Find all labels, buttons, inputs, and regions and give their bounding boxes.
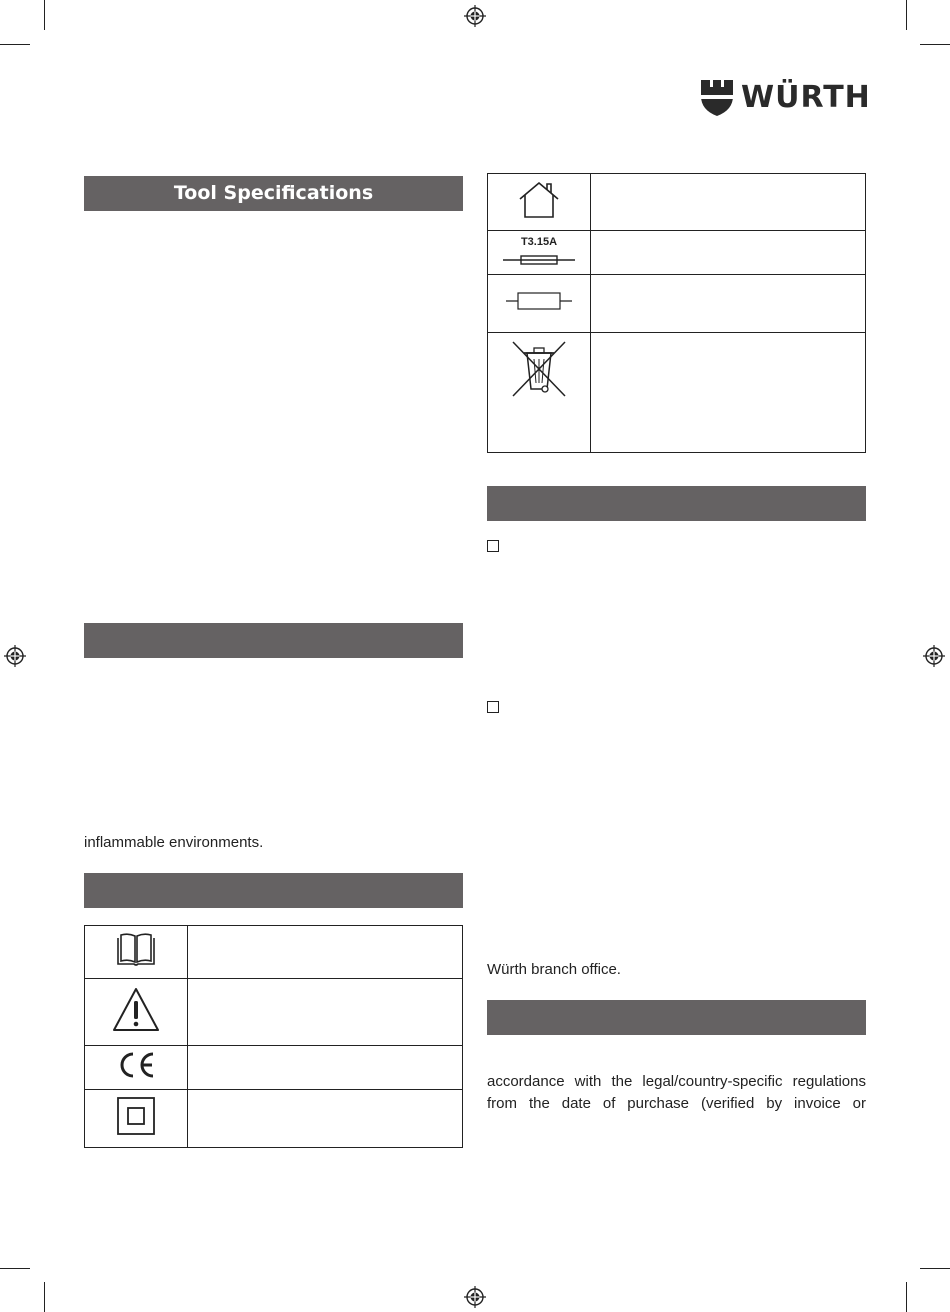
brand-name: WÜRTH (741, 80, 871, 115)
symbol-cell (85, 1046, 188, 1090)
table-row (85, 1090, 463, 1148)
bullet-square-icon (487, 540, 499, 552)
symbol-cell (488, 174, 591, 231)
symbol-description (591, 231, 866, 275)
section-header (84, 623, 463, 658)
symbol-description (188, 979, 463, 1046)
warning-triangle-icon (111, 986, 161, 1034)
crop-mark (0, 44, 30, 45)
brand-logo (701, 80, 871, 116)
registration-mark-icon (464, 5, 486, 27)
crossed-bin-icon (510, 339, 568, 399)
registration-mark-icon (464, 1286, 486, 1308)
symbol-cell (85, 1090, 188, 1148)
crop-mark (920, 1268, 950, 1269)
bullet-square-icon (487, 701, 499, 713)
table-row (85, 1046, 463, 1090)
warranty-text-line: from the date of purchase (verified by invoice or (487, 1095, 866, 1112)
symbol-cell (85, 979, 188, 1046)
symbol-description (591, 333, 866, 453)
table-row (85, 979, 463, 1046)
symbol-cell (488, 275, 591, 333)
section-header (487, 486, 866, 521)
symbol-cell (85, 926, 188, 979)
warranty-text-line: accordance with the legal/country-specific regulations (487, 1073, 866, 1090)
symbol-description (591, 174, 866, 231)
symbols-table-left (84, 925, 463, 1148)
table-row (488, 231, 866, 275)
crop-mark (44, 0, 45, 30)
symbol-cell (488, 231, 591, 275)
symbols-table-right (487, 173, 866, 453)
fuse-rating-label: T3.15A (520, 235, 558, 248)
symbol-description (188, 926, 463, 979)
section-header (487, 1000, 866, 1035)
body-text: Würth branch office. (487, 961, 621, 978)
crop-mark (44, 1282, 45, 1312)
crop-mark (906, 0, 907, 30)
crop-mark (906, 1282, 907, 1312)
table-row (488, 174, 866, 231)
house-indoor-icon (516, 180, 562, 220)
crop-mark (920, 44, 950, 45)
table-row (488, 275, 866, 333)
registration-mark-icon (923, 645, 945, 667)
section-header (84, 873, 463, 908)
table-row (488, 333, 866, 453)
symbol-description (188, 1090, 463, 1148)
registration-mark-icon (4, 645, 26, 667)
symbol-description (188, 1046, 463, 1090)
body-text: inflammable environments. (84, 834, 264, 851)
table-row (85, 926, 463, 979)
symbol-description (591, 275, 866, 333)
double-insulation-icon (116, 1096, 156, 1136)
fuse-plain-icon (504, 291, 574, 311)
wurth-castle-logo (701, 80, 733, 116)
tool-specifications-header: Tool Specifications (84, 176, 463, 211)
manual-book-icon (113, 930, 159, 970)
symbol-cell (488, 333, 591, 453)
fuse-icon (499, 254, 579, 266)
ce-mark-icon (115, 1050, 157, 1080)
crop-mark (0, 1268, 30, 1269)
